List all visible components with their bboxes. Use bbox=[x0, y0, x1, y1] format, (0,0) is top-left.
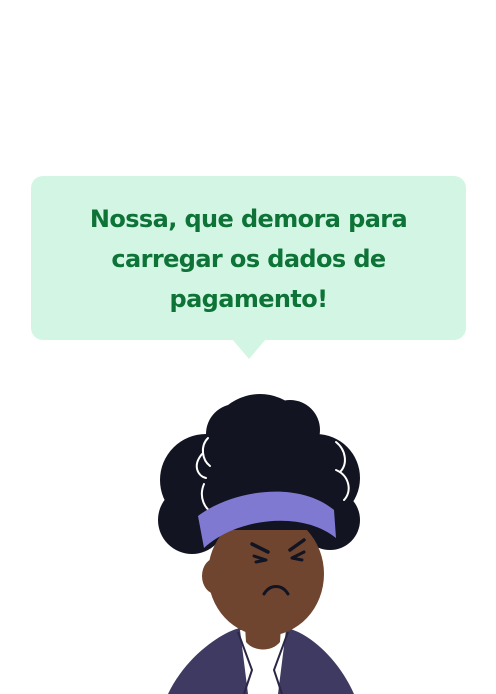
speech-bubble bbox=[31, 176, 466, 340]
speech-bubble-tail bbox=[232, 339, 266, 359]
speech-bubble-text: Nossa, que demora para carregar os dados de pagamento! bbox=[89, 205, 408, 313]
frustrated-woman-illustration-icon bbox=[140, 380, 380, 694]
